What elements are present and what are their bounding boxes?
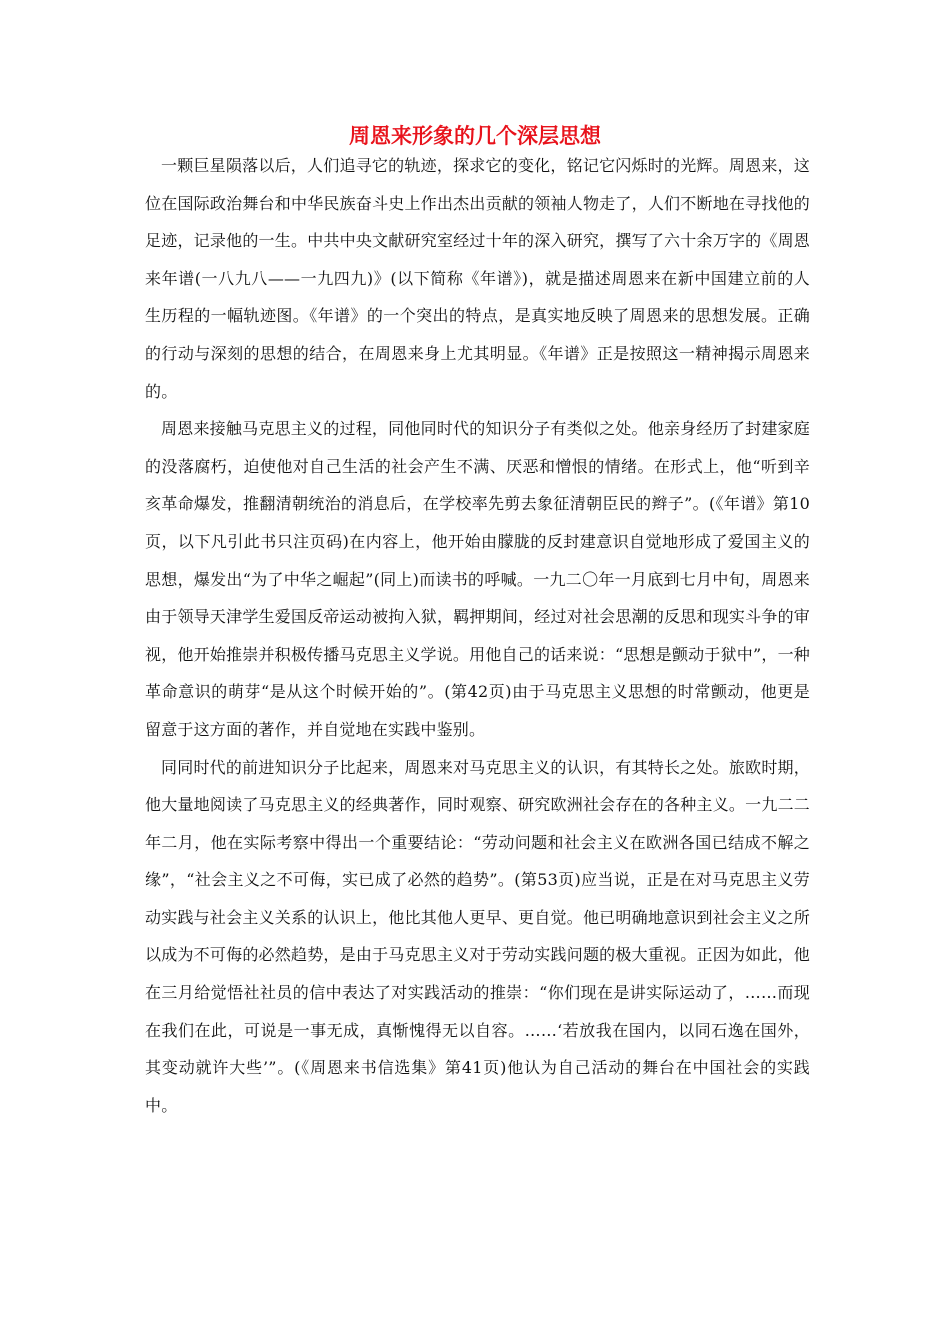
- document-body: [145, 147, 810, 1124]
- paragraph-1: 一颗巨星陨落以后，人们追寻它的轨迹，探求它的变化，铭记它闪烁时的光辉。周恩来，这位在国际政治舞台和中华民族奋斗史上作出杰出贡献的领袖人物走了，人们不断地在寻找他的足迹，记录他的一生。中共中央文献研究室经过十年的深入研究，撰写了六十余万字的《周恩来年谱(一八九八——一九四九)》(以下简称《年谱》)，就是描述周恩来在新中国建立前的人生历程的一幅轨迹图。《年谱》的一个突出的特点，是真实地反映了周恩来的思想发展。正确的行动与深刻的思想的结合，在周恩来身上尤其明显。《年谱》正是按照这一精神揭示周恩来的。: [145, 156, 810, 401]
- paragraph-2: 周恩来接触马克思主义的过程，同他同时代的知识分子有类似之处。他亲身经历了封建家庭的没落腐朽，迫使他对自己生活的社会产生不满、厌恶和憎恨的情绪。在形式上，他“听到辛亥革命爆发，推翻清朝统治的消息后，在学校率先剪去象征清朝臣民的辫子”。(《年谱》第10页，以下凡引此书只注页码)在内容上，他开始由朦胧的反封建意识自觉地形成了爱国主义的思想，爆发出“为了中华之崛起”(同上)而读书的呼喊。一九二〇年一月底到七月中旬，周恩来由于领导天津学生爱国反帝运动被拘入狱，羁押期间，经过对社会思潮的反思和现实斗争的审视，他开始推崇并积极传播马克思主义学说。用他自己的话来说：“思想是颤动于狱中”，一种革命意识的萌芽“是从这个时候开始的”。(第42页)由于马克思主义思想的时常颤动，他更是留意于这方面的著作，并自觉地在实践中鉴别。: [145, 419, 810, 739]
- document-title: 周恩来形象的几个深层思想: [349, 123, 601, 148]
- paragraph-3: 同同时代的前进知识分子比起来，周恩来对马克思主义的认识，有其特长之处。旅欧时期，他大量地阅读了马克思主义的经典著作，同时观察、研究欧洲社会存在的各种主义。一九二二年二月，他在实际考察中得出一个重要结论：“劳动问题和社会主义在欧洲各国已结成不解之缘”，“社会主义之不可侮，实已成了必然的趋势”。(第53页)应当说，正是在对马克思主义劳动实践与社会主义关系的认识上，他比其他人更早、更自觉。他已明确地意识到社会主义之所以成为不可侮的必然趋势，是由于马克思主义对于劳动实践问题的极大重视。正因为如此，他在三月给觉悟社社员的信中表达了对实践活动的推崇：“你们现在是讲实际运动了，……而现在我们在此，可说是一事无成，真惭愧得无以自容。……‘若放我在国内，以同石逸在国外，其变动就许大些’”。(《周恩来书信选集》第41页)他认为自己活动的舞台在中国社会的实践中。: [145, 757, 810, 1115]
